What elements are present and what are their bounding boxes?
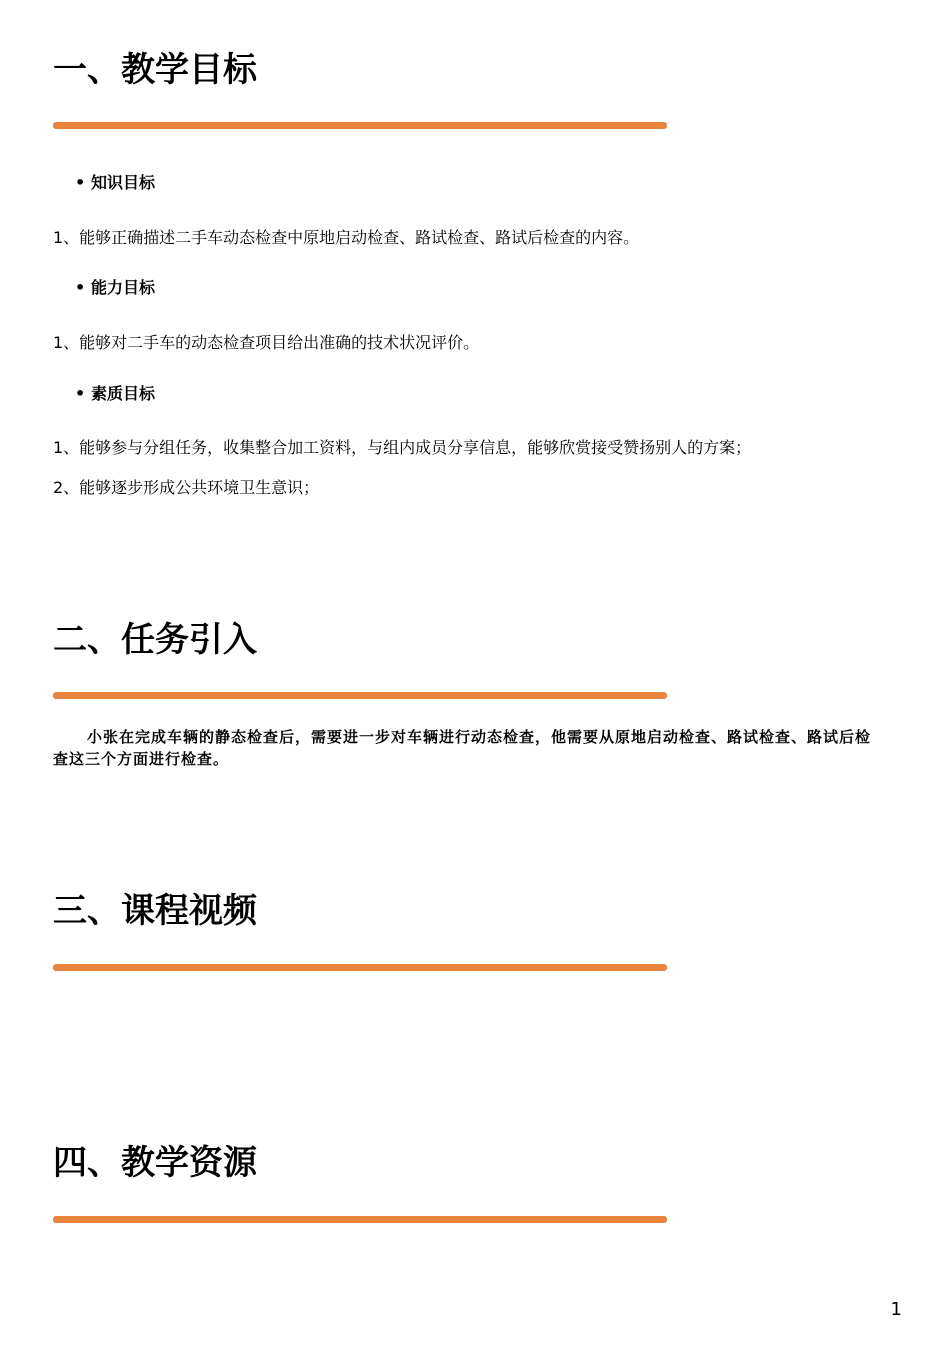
- bullet-icon: •: [75, 173, 86, 192]
- section-heading-resources: 四、教学资源: [53, 1143, 257, 1183]
- page-number: 1: [890, 1299, 902, 1320]
- section-heading-objectives: 一、教学目标: [53, 50, 257, 90]
- subhead-label: 素质目标: [91, 384, 156, 403]
- subhead-knowledge: [75, 172, 155, 194]
- subhead-label: 能力目标: [91, 278, 156, 297]
- subhead-quality: [75, 383, 155, 405]
- section-heading-course-video: 三、课程视频: [53, 891, 257, 931]
- bullet-icon: •: [75, 384, 86, 403]
- bullet-icon: •: [75, 278, 86, 297]
- objective-item: 1、能够正确描述二手车动态检查中原地启动检查、路试检查、路试后检查的内容。: [53, 228, 640, 247]
- section-divider: [53, 122, 667, 129]
- section-divider: [53, 964, 667, 971]
- section-divider: [53, 1216, 667, 1223]
- task-intro-paragraph: 小张在完成车辆的静态检查后，需要进一步对车辆进行动态检查，他需要从原地启动检查、路试检查、路试后检查这三个方面进行检查。: [53, 728, 872, 768]
- subhead-ability: [75, 277, 155, 299]
- section-heading-task-intro: 二、任务引入: [53, 620, 257, 660]
- objective-item: 2、能够逐步形成公共环境卫生意识；: [53, 478, 320, 497]
- subhead-label: 知识目标: [91, 173, 156, 192]
- section-divider: [53, 692, 667, 699]
- objective-item: 1、能够对二手车的动态检查项目给出准确的技术状况评价。: [53, 333, 480, 352]
- objective-item: 1、能够参与分组任务，收集整合加工资料，与组内成员分享信息，能够欣赏接受赞扬别人的方案；: [53, 438, 752, 457]
